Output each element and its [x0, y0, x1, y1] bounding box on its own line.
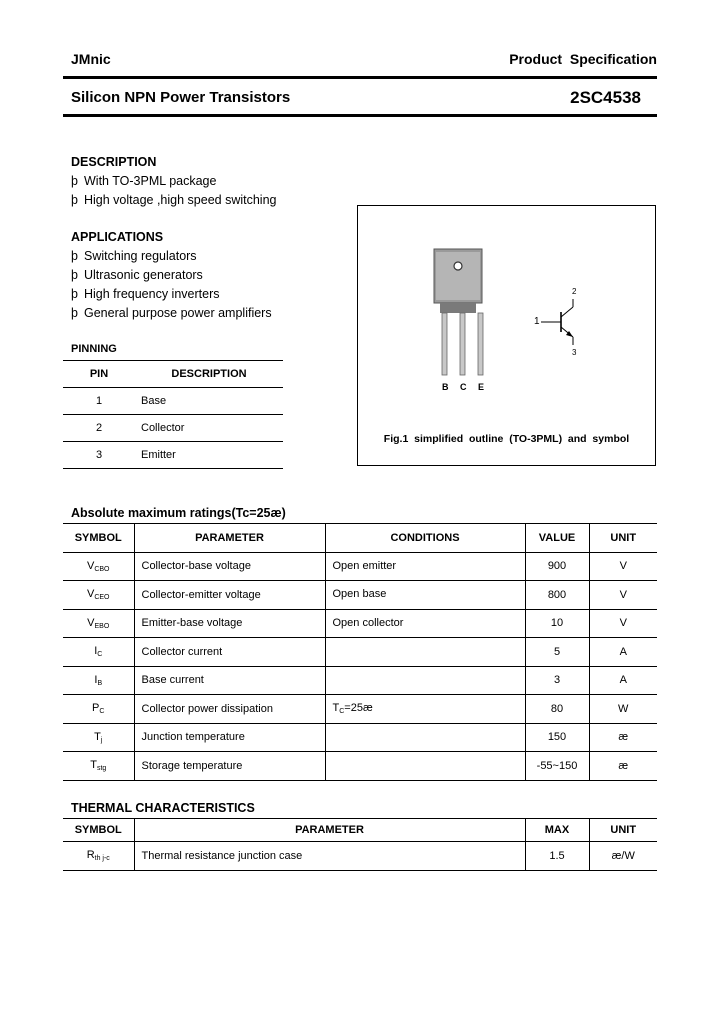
package-outline-drawing	[358, 206, 655, 426]
parameter-cell: Collector-emitter voltage	[134, 581, 325, 610]
parameter-cell: Base current	[134, 666, 325, 695]
table-row	[63, 609, 657, 638]
application-item: þ General purpose power amplifiers	[71, 306, 272, 320]
value-cell: 900	[525, 552, 589, 581]
bullet-glyph: þ	[71, 268, 78, 282]
conditions-cell	[325, 752, 525, 781]
col-unit: UNIT	[589, 524, 657, 553]
table-row	[63, 666, 657, 695]
header-rule-top	[63, 76, 657, 79]
value-cell: 10	[525, 609, 589, 638]
bullet-glyph: þ	[71, 193, 78, 207]
symbol-cell: $V_{EBO}$	[63, 609, 134, 638]
thermal-heading: THERMAL CHARACTERISTICS	[71, 801, 255, 815]
parameter-cell: Emitter-base voltage	[134, 609, 325, 638]
application-item: þ Ultrasonic generators	[71, 268, 203, 282]
bullet-glyph: þ	[71, 174, 78, 188]
unit-cell: V	[589, 609, 657, 638]
header-rule-bottom	[63, 114, 657, 117]
symbol-pin-1: 1	[534, 316, 540, 327]
table-row	[63, 752, 657, 781]
lead-label-b: B	[442, 382, 449, 392]
pinning-heading: PINNING	[71, 343, 117, 355]
col-unit: UNIT	[589, 819, 657, 842]
table-row: 1 Base	[63, 388, 283, 415]
conditions-cell	[325, 723, 525, 752]
unit-cell: æ/W	[589, 842, 657, 871]
unit-cell: A	[589, 638, 657, 667]
abs-max-heading: Absolute maximum ratings(Tc=25æ)	[71, 506, 286, 520]
unit-cell: æ	[589, 752, 657, 781]
conditions-cell: Open collector	[325, 609, 525, 638]
part-number: 2SC4538	[570, 88, 641, 107]
parameter-cell: Collector current	[134, 638, 325, 667]
lead-label-e: E	[478, 382, 485, 392]
bullet-glyph: þ	[71, 306, 78, 320]
thermal-table	[63, 818, 657, 871]
conditions-cell	[325, 638, 525, 667]
symbol-cell: $T_j$	[63, 723, 134, 752]
description-heading: DESCRIPTION	[71, 155, 157, 169]
col-symbol: SYMBOL	[63, 524, 134, 553]
doc-type: Product Specification	[509, 51, 657, 67]
description-item: þ High voltage ,high speed switching	[71, 193, 277, 207]
symbol-cell: $I_B$	[63, 666, 134, 695]
value-cell: 80	[525, 695, 589, 724]
bullet-glyph: þ	[71, 287, 78, 301]
col-pin: PIN	[63, 361, 135, 388]
symbol-pin-3: 3	[572, 348, 577, 357]
parameter-cell: Collector-base voltage	[134, 552, 325, 581]
col-parameter: PARAMETER	[134, 819, 525, 842]
col-value: VALUE	[525, 524, 589, 553]
symbol-cell: $V_{CBO}$	[63, 552, 134, 581]
col-description: DESCRIPTION	[135, 361, 283, 388]
table-row: 2 Collector	[63, 415, 283, 442]
description-item: þ With TO-3PML package	[71, 174, 217, 188]
table-row	[63, 581, 657, 610]
bullet-glyph: þ	[71, 249, 78, 263]
unit-cell: W	[589, 695, 657, 724]
symbol-cell: $R_{th j-c}$	[63, 842, 134, 871]
symbol-cell: $V_{CEO}$	[63, 581, 134, 610]
unit-cell: æ	[589, 723, 657, 752]
lead-label-c: C	[460, 382, 467, 392]
application-item: þ Switching regulators	[71, 249, 197, 263]
conditions-cell: Open emitter	[325, 552, 525, 581]
value-cell: 150	[525, 723, 589, 752]
table-row	[63, 842, 657, 871]
parameter-cell: Thermal resistance junction case	[134, 842, 525, 871]
value-cell: 800	[525, 581, 589, 610]
value-cell: -55~150	[525, 752, 589, 781]
parameter-cell: Collector power dissipation	[134, 695, 325, 724]
conditions-cell	[325, 666, 525, 695]
symbol-cell: $T_{stg}$	[63, 752, 134, 781]
pinning-table	[63, 360, 283, 469]
table-row	[63, 638, 657, 667]
col-symbol: SYMBOL	[63, 819, 134, 842]
symbol-cell: $I_C$	[63, 638, 134, 667]
figure-box	[357, 205, 656, 466]
conditions-cell: $T_C=25æ$	[325, 695, 525, 724]
col-conditions: CONDITIONS	[325, 524, 525, 553]
value-cell: 5	[525, 638, 589, 667]
brand-name: JMnic	[71, 51, 111, 67]
col-max: MAX	[525, 819, 589, 842]
conditions-cell: Open base	[325, 581, 525, 610]
applications-heading: APPLICATIONS	[71, 230, 164, 244]
parameter-cell: Junction temperature	[134, 723, 325, 752]
unit-cell: V	[589, 581, 657, 610]
abs-max-table	[63, 523, 657, 781]
max-cell: 1.5	[525, 842, 589, 871]
table-row	[63, 695, 657, 724]
unit-cell: V	[589, 552, 657, 581]
table-row	[63, 723, 657, 752]
parameter-cell: Storage temperature	[134, 752, 325, 781]
symbol-pin-2: 2	[572, 287, 577, 296]
value-cell: 3	[525, 666, 589, 695]
application-item: þ High frequency inverters	[71, 287, 220, 301]
figure-caption: Fig.1 simplified outline (TO-3PML) and symbol	[383, 433, 630, 445]
table-row: 3 Emitter	[63, 442, 283, 469]
col-parameter: PARAMETER	[134, 524, 325, 553]
symbol-cell: $P_C$	[63, 695, 134, 724]
table-row	[63, 552, 657, 581]
page-title: Silicon NPN Power Transistors	[71, 89, 291, 106]
unit-cell: A	[589, 666, 657, 695]
